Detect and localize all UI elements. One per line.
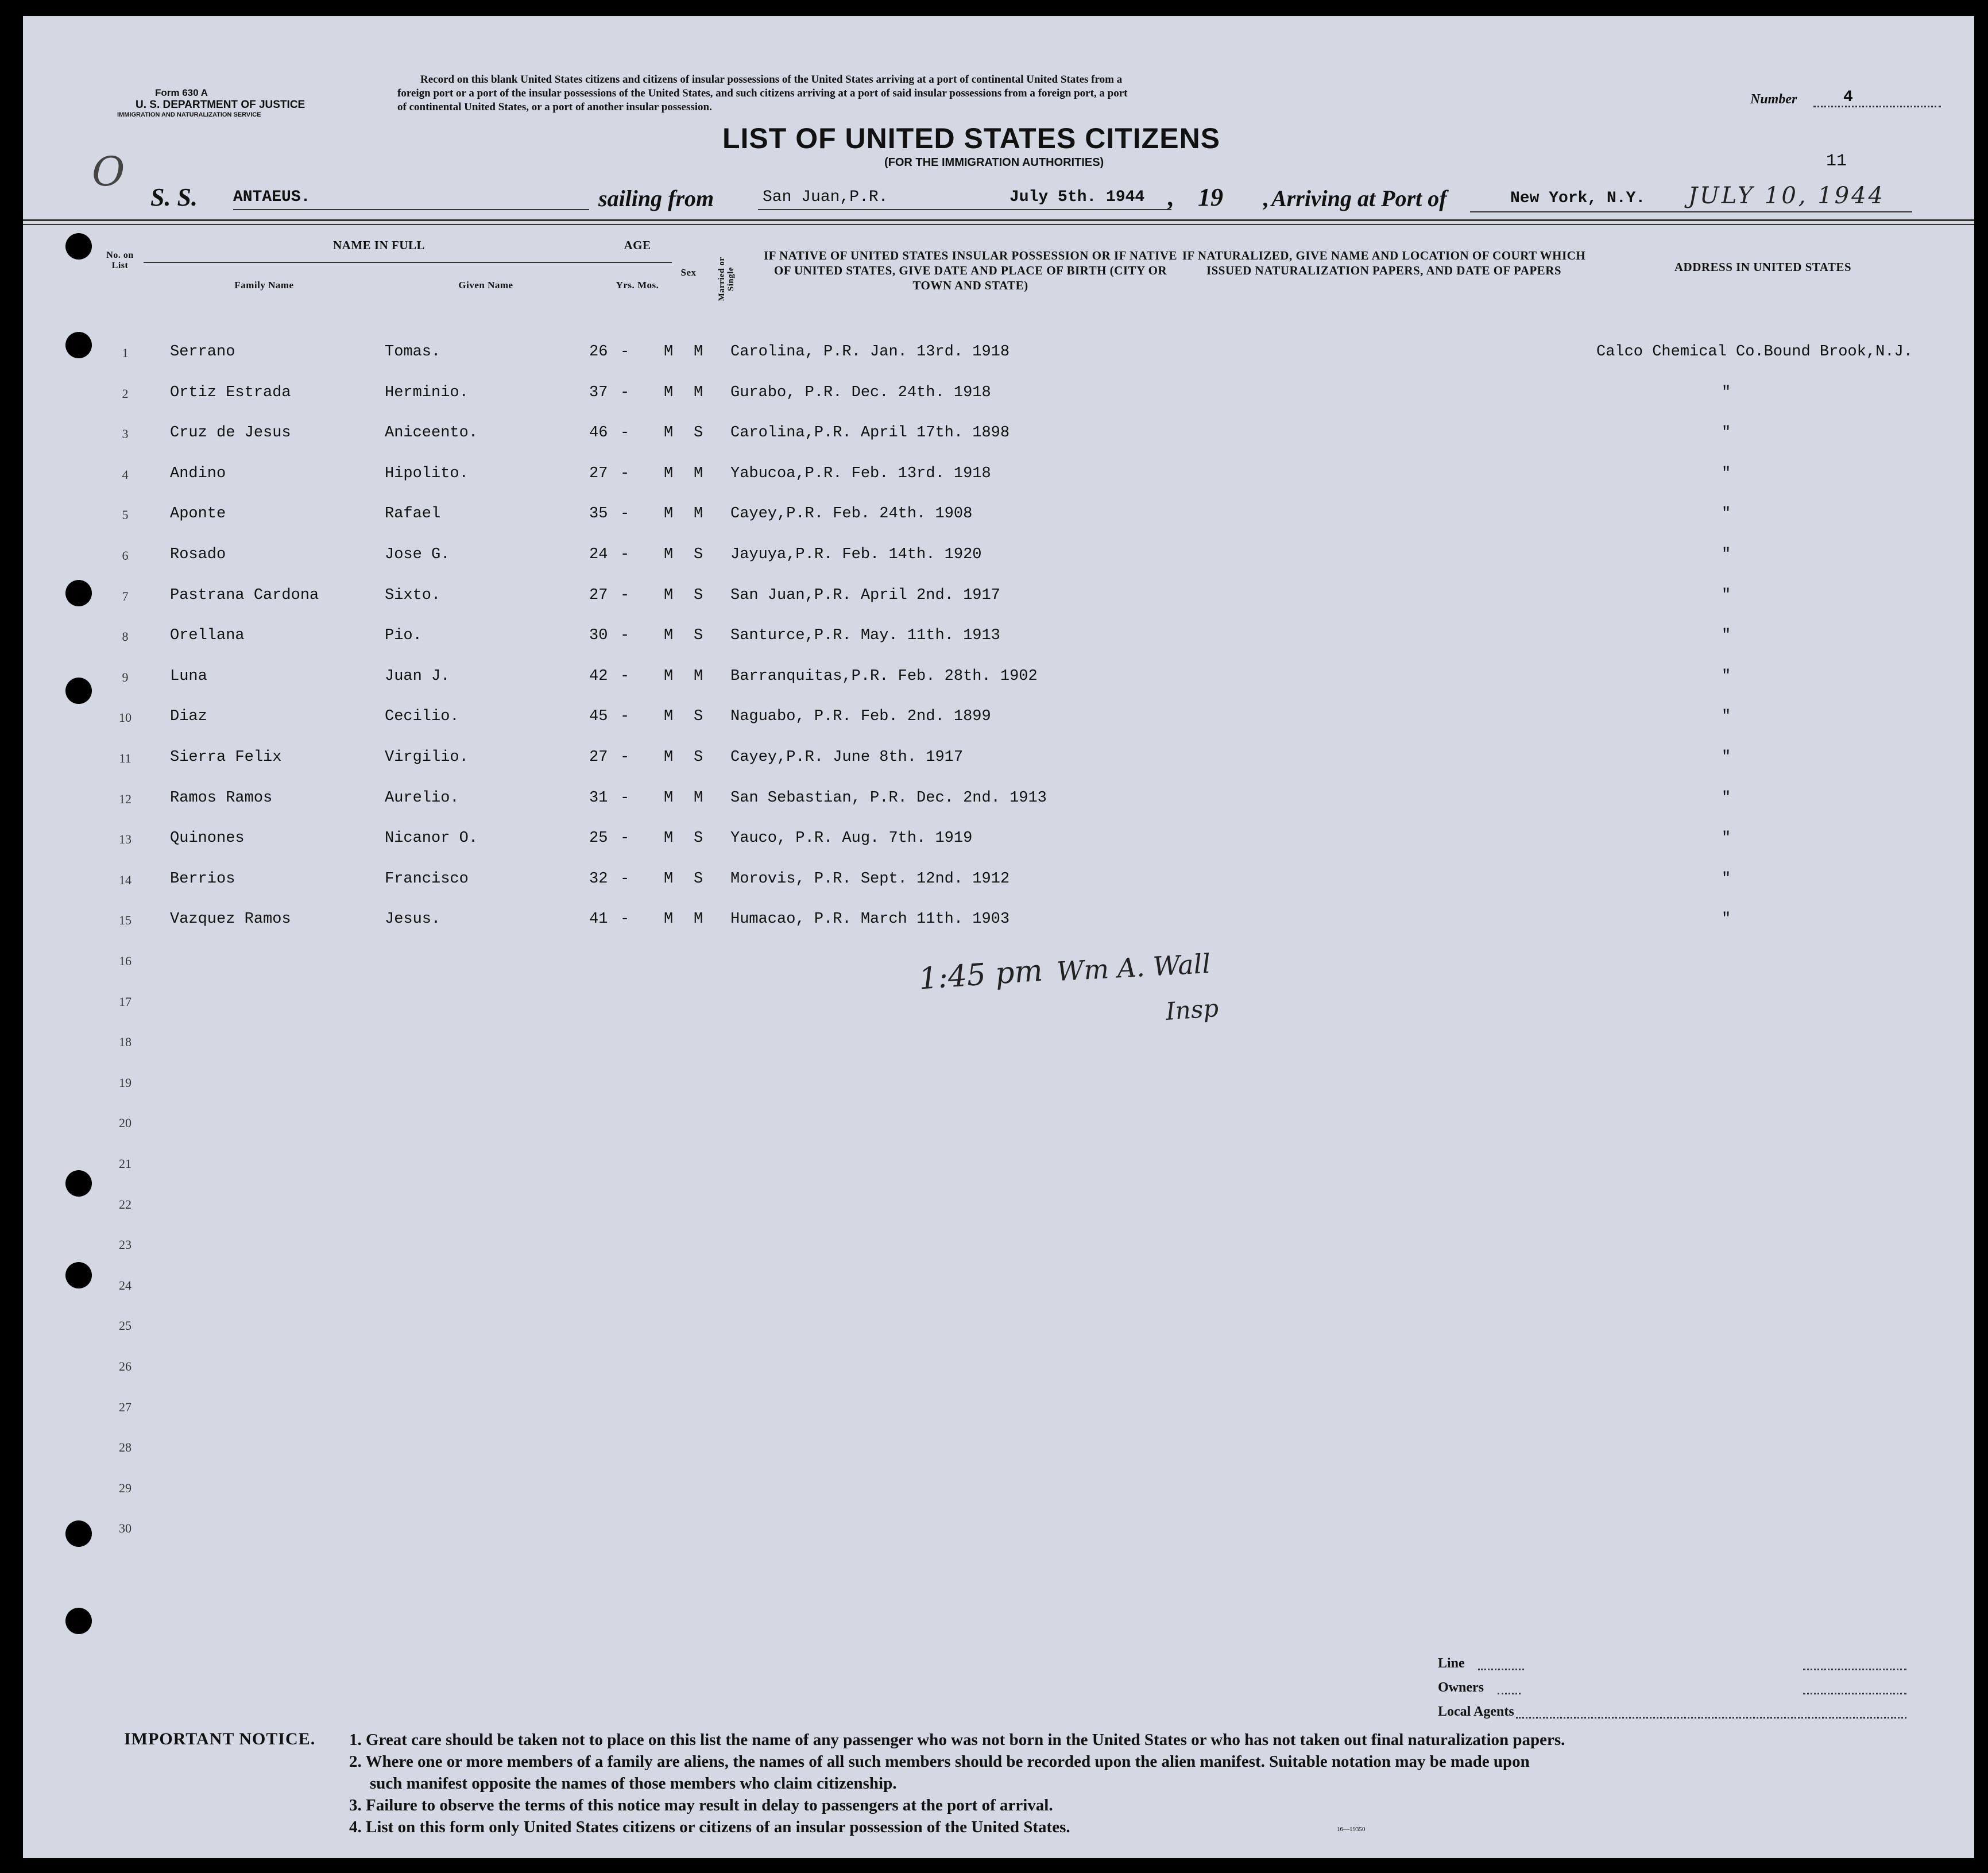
empty-row-number: 20 [119,1116,131,1131]
cell-given: Jose G. [385,546,450,563]
number-label: Number [1750,92,1797,107]
cell-given: Aniceento. [385,424,478,442]
cell-yrs: 46 [589,424,608,442]
cell-address: Calco Chemical Co.Bound Brook,N.J. [1596,343,1913,361]
cell-yrs: 30 [589,627,608,645]
number-line [1813,106,1941,107]
cell-no: 9 [122,670,129,684]
cell-family: Quinones [170,830,245,848]
cell-given: Pio. [385,627,422,645]
cell-mos: - [620,505,630,523]
cell-address: " [1722,708,1731,726]
cell-yrs: 25 [589,830,608,848]
cell-sex: M [664,465,674,482]
manifest-sheet [23,16,1974,1858]
cell-sex: M [664,667,674,685]
empty-row-number: 25 [119,1318,131,1333]
punch-hole [65,233,92,260]
cell-ms: M [694,505,703,523]
cell-sex: M [664,830,674,848]
sailing-label: sailing from [598,185,714,211]
arrival-date: JULY 10, 1944 [1688,183,1885,209]
arrival-port: New York, N.Y. [1510,189,1646,207]
empty-row-number: 22 [119,1197,131,1212]
cell-family: Pastrana Cardona [170,586,319,604]
cell-yrs: 24 [589,546,608,563]
service-name: IMMIGRATION AND NATURALIZATION SERVICE [117,111,261,118]
cell-family: Vazquez Ramos [170,911,291,928]
cell-birth: Naguabo, P.R. Feb. 2nd. 1899 [730,708,991,726]
cell-given: Nicanor O. [385,830,478,848]
col-sex: Sex [680,267,697,278]
inspector-title: Insp [1165,993,1220,1026]
cell-mos: - [620,830,630,848]
instruction-line: Record on this blank United States citizens and citizens of insular possessions of the United States arriving at a port of continental United States from a [420,73,1123,86]
cell-yrs: 27 [589,749,608,766]
cell-birth: Gurabo, P.R. Dec. 24th. 1918 [730,384,991,401]
name-rule [144,262,672,263]
notice-item: 3. Failure to observe the terms of this notice may result in delay to passengers at the port of arrival. [349,1796,1053,1814]
cell-ms: S [694,708,703,726]
cell-ms: M [694,667,703,685]
number-value: 4 [1843,88,1853,106]
cell-mos: - [620,546,630,563]
cell-sex: M [664,586,674,604]
cell-given: Virgilio. [385,749,469,766]
cell-yrs: 31 [589,789,608,807]
cell-address: " [1722,789,1731,807]
cell-family: Andino [170,465,226,482]
cell-birth: Yauco, P.R. Aug. 7th. 1919 [730,830,973,848]
cell-ms: S [694,546,703,563]
col-birth: IF NATIVE OF UNITED STATES INSULAR POSSESSION OR IF NATIVE OF UNITED STATES, GIVE DATE AND PLACE OF BIRTH (CITY OR TOWN AND STATE) [764,249,1178,292]
cell-no: 11 [119,751,131,765]
cell-given: Sixto. [385,586,441,604]
cell-birth: Morovis, P.R. Sept. 12nd. 1912 [730,870,1010,888]
col-name-in-full: NAME IN FULL [332,238,425,252]
cell-ms: M [694,911,703,928]
arriving-label-lead: , [1263,185,1269,211]
cell-no: 7 [122,589,129,603]
cell-address: " [1722,749,1731,766]
cell-birth: Carolina,P.R. April 17th. 1898 [730,424,1010,442]
ship-name: ANTAEUS. [233,188,311,206]
cell-address: " [1722,586,1731,604]
cell-yrs: 42 [589,667,608,685]
empty-row-number: 27 [119,1399,131,1414]
cell-ms: S [694,870,703,888]
punch-hole [65,1262,92,1288]
line-dots [1803,1669,1906,1670]
cell-no: 5 [122,508,129,523]
sailing-underline [758,209,1171,210]
cell-sex: M [664,749,674,766]
owners-dots [1498,1693,1521,1694]
notice-item: 1. Great care should be taken not to place on this list the name of any passenger who was not born in the United States or who has not taken out final naturalization papers. [349,1731,1565,1749]
cell-given: Juan J. [385,667,450,685]
cell-birth: Santurce,P.R. May. 11th. 1913 [730,627,1000,645]
cell-no: 1 [122,346,129,360]
header-rule [23,219,1974,221]
cell-sex: M [664,505,674,523]
cell-given: Tomas. [385,343,441,361]
col-family-name: Family Name [234,280,294,291]
col-address: ADDRESS IN UNITED STATES [1674,260,1852,274]
cell-family: Berrios [170,870,235,888]
cell-sex: M [664,708,674,726]
notice-item: 2. Where one or more members of a family are aliens, the names of all such members should be recorded upon the alien manifest. Suitable notation may be made upon [349,1752,1530,1771]
col-given-name: Given Name [458,280,513,291]
cell-no: 13 [119,832,131,847]
cell-mos: - [620,789,630,807]
cell-no: 4 [122,467,129,482]
cell-yrs: 37 [589,384,608,401]
department-name: U. S. DEPARTMENT OF JUSTICE [136,99,305,111]
print-code: 16—19350 [1337,1826,1366,1833]
cell-yrs: 26 [589,343,608,361]
local-agents-dots [1516,1717,1906,1719]
cell-given: Hipolito. [385,465,469,482]
form-number: Form 630 A [155,87,208,98]
cell-mos: - [620,749,630,766]
cell-ms: M [694,789,703,807]
cell-sex: M [664,384,674,401]
cell-family: Rosado [170,546,226,563]
cell-no: 2 [122,386,129,401]
empty-row-number: 29 [119,1480,131,1495]
cell-mos: - [620,667,630,685]
cell-mos: - [620,708,630,726]
cell-no: 15 [119,913,131,928]
cell-given: Jesus. [385,911,441,928]
cell-address: " [1722,384,1731,401]
instruction-line: foreign port or a port of the insular possessions of the United States, and such citizens arriving at a port of said insular possessions from a foreign port, a port [397,87,1128,99]
cell-birth: Yabucoa,P.R. Feb. 13rd. 1918 [730,465,991,482]
punch-hole [65,332,92,358]
cell-yrs: 27 [589,465,608,482]
cell-ms: S [694,586,703,604]
year-comma: , [1168,183,1174,211]
cell-given: Herminio. [385,384,469,401]
cell-no: 14 [119,872,131,887]
punch-hole [65,678,92,704]
cell-family: Ramos Ramos [170,789,273,807]
port-underline [1470,211,1912,212]
cell-ms: S [694,830,703,848]
col-yrs-mos: Yrs. Mos. [616,280,659,291]
owners-dots [1803,1693,1906,1694]
cell-family: Diaz [170,708,207,726]
cell-given: Rafael [385,505,441,523]
year-prefix: 19 [1198,183,1223,211]
empty-row-number: 18 [119,1035,131,1050]
header-rule [23,224,1974,225]
cell-address: " [1722,870,1731,888]
notice-heading: IMPORTANT NOTICE. [124,1729,316,1748]
owners-label: Owners [1438,1680,1484,1695]
cell-yrs: 41 [589,911,608,928]
empty-row-number: 30 [119,1521,131,1536]
cell-address: " [1722,546,1731,563]
notice-item: 4. List on this form only United States citizens or citizens of an insular possession of the United States. [349,1818,1070,1836]
cell-birth: Cayey,P.R. June 8th. 1917 [730,749,964,766]
handwritten-mark: O [92,148,125,195]
cell-family: Sierra Felix [170,749,282,766]
cell-birth: Cayey,P.R. Feb. 24th. 1908 [730,505,973,523]
cell-ms: M [694,465,703,482]
line-label: Line [1438,1656,1465,1671]
punch-hole [65,1608,92,1634]
cell-address: " [1722,911,1731,928]
col-no: No. on List [106,250,134,270]
cell-ms: M [694,343,703,361]
cell-given: Cecilio. [385,708,459,726]
cell-address: " [1722,627,1731,645]
cell-mos: - [620,343,630,361]
empty-row-number: 21 [119,1156,131,1171]
cell-mos: - [620,870,630,888]
cell-birth: Jayuya,P.R. Feb. 14th. 1920 [730,546,982,563]
cell-yrs: 35 [589,505,608,523]
cell-given: Aurelio. [385,789,459,807]
cell-address: " [1722,424,1731,442]
cell-sex: M [664,546,674,563]
corner-mark: 11 [1826,152,1847,171]
instruction-line: of continental United States, or a port of another insular possession. [397,101,712,113]
cell-mos: - [620,627,630,645]
empty-row-number: 23 [119,1237,131,1252]
line-dots [1478,1669,1524,1670]
cell-mos: - [620,911,630,928]
ss-label: S. S. [150,183,198,211]
cell-family: Cruz de Jesus [170,424,291,442]
cell-family: Aponte [170,505,226,523]
sailing-from: San Juan,P.R. [763,188,888,206]
cell-no: 3 [122,427,129,442]
cell-yrs: 32 [589,870,608,888]
punch-hole [65,580,92,606]
cell-family: Orellana [170,627,245,645]
cell-sex: M [664,424,674,442]
empty-row-number: 19 [119,1075,131,1090]
cell-birth: Carolina, P.R. Jan. 13rd. 1918 [730,343,1010,361]
cell-ms: S [694,424,703,442]
cell-mos: - [620,384,630,401]
cell-address: " [1722,667,1731,685]
page-subtitle: (FOR THE IMMIGRATION AUTHORITIES) [884,156,1104,169]
local-agents-label: Local Agents [1438,1704,1514,1719]
cell-family: Ortiz Estrada [170,384,291,401]
cell-birth: San Juan,P.R. April 2nd. 1917 [730,586,1000,604]
cell-yrs: 45 [589,708,608,726]
punch-hole [65,1170,92,1197]
cell-yrs: 27 [589,586,608,604]
cell-no: 8 [122,629,129,644]
cell-birth: Barranquitas,P.R. Feb. 28th. 1902 [730,667,1038,685]
cell-mos: - [620,424,630,442]
cell-no: 12 [119,791,131,806]
col-naturalized: IF NATURALIZED, GIVE NAME AND LOCATION OF COURT WHICH ISSUED NATURALIZATION PAPERS, AND DATE OF PAPERS [1182,249,1586,277]
empty-row-number: 26 [119,1359,131,1373]
cell-no: 6 [122,548,129,563]
cell-no: 10 [119,710,131,725]
cell-given: Francisco [385,870,469,888]
empty-row-number: 16 [119,954,131,968]
empty-row-number: 28 [119,1440,131,1455]
cell-address: " [1722,505,1731,523]
col-age: AGE [624,238,651,252]
empty-row-number: 24 [119,1278,131,1292]
cell-sex: M [664,911,674,928]
punch-hole [65,1520,92,1547]
arriving-label: Arriving at Port of [1271,185,1447,211]
cell-birth: San Sebastian, P.R. Dec. 2nd. 1913 [730,789,1047,807]
cell-birth: Humacao, P.R. March 11th. 1903 [730,911,1010,928]
cell-address: " [1722,465,1731,482]
inspector-signature: Wm A. Wall [1055,948,1212,987]
cell-sex: M [664,870,674,888]
cell-ms: S [694,627,703,645]
cell-mos: - [620,586,630,604]
ship-underline [233,209,589,210]
col-married-single: Married or Single [717,257,736,301]
cell-ms: M [694,384,703,401]
sailing-date: July 5th. 1944 [1010,188,1145,206]
empty-row-number: 17 [119,994,131,1009]
notice-item: such manifest opposite the names of those members who claim citizenship. [370,1774,897,1793]
cell-address: " [1722,830,1731,848]
cell-sex: M [664,789,674,807]
cell-sex: M [664,627,674,645]
cell-ms: S [694,749,703,766]
cell-family: Luna [170,667,207,685]
arrival-time: 1:45 pm [918,953,1044,997]
page-title: LIST OF UNITED STATES CITIZENS [722,122,1221,154]
cell-sex: M [664,343,674,361]
cell-family: Serrano [170,343,235,361]
cell-mos: - [620,465,630,482]
